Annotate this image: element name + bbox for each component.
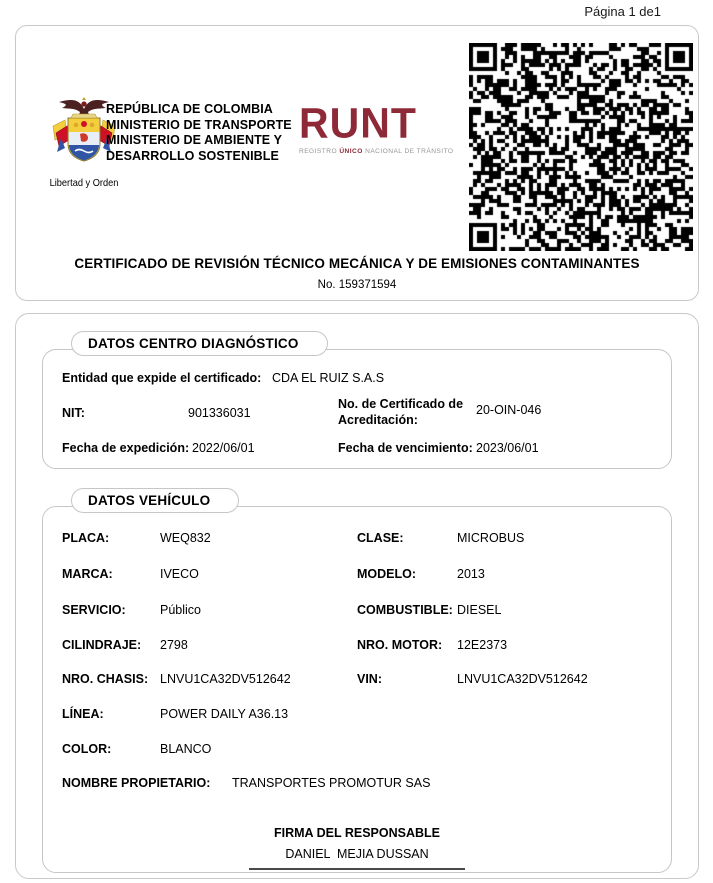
field-value: WEQ832 bbox=[160, 531, 211, 545]
field-label: CILINDRAJE: bbox=[62, 638, 142, 652]
field-value: LNVU1CA32DV512642 bbox=[457, 672, 588, 686]
field-label: CLASE: bbox=[357, 531, 404, 545]
runt-tagline bbox=[299, 148, 454, 155]
runt-logo bbox=[299, 98, 454, 155]
field-label: NIT: bbox=[62, 406, 85, 420]
document-title: CERTIFICADO DE REVISIÓN TÉCNICO MECÁNICA Y DE EMISIONES CONTAMINANTES bbox=[74, 256, 640, 271]
page-indicator: Página 1 de1 bbox=[584, 4, 661, 19]
field-value: 2022/06/01 bbox=[192, 441, 255, 455]
runt-wordmark: RUNT bbox=[299, 98, 417, 147]
signature-name: DANIEL MEJIA DUSSAN bbox=[249, 847, 464, 870]
runt-tagline-prefix: REGISTRO bbox=[299, 148, 340, 155]
certificate-number: No. 159371594 bbox=[317, 279, 397, 291]
header-box bbox=[15, 25, 699, 301]
field-value: CDA EL RUIZ S.A.S bbox=[272, 371, 385, 385]
field-label: NOMBRE PROPIETARIO: bbox=[62, 776, 211, 790]
qr-code bbox=[469, 43, 693, 251]
field-label: COLOR: bbox=[62, 742, 112, 756]
field-value: 2013 bbox=[457, 567, 485, 581]
field-label: Fecha de vencimiento: bbox=[338, 441, 473, 455]
ministry-line: MINISTERIO DE TRANSPORTE bbox=[106, 117, 292, 132]
section-vehicle bbox=[42, 493, 672, 873]
field-value: MICROBUS bbox=[457, 531, 525, 545]
field-label: No. de Certificado de Acreditación: bbox=[338, 397, 464, 427]
ministry-text-block bbox=[106, 102, 292, 164]
section-title-vehicle: DATOS VEHÍCULO bbox=[71, 488, 239, 513]
field-value: 901336031 bbox=[188, 406, 251, 420]
field-value: 2798 bbox=[160, 638, 188, 652]
field-value: BLANCO bbox=[160, 742, 212, 756]
signature-title: FIRMA DEL RESPONSABLE bbox=[274, 826, 440, 840]
ministry-line: REPÚBLICA DE COLOMBIA bbox=[106, 102, 273, 116]
field-label: MARCA: bbox=[62, 567, 113, 581]
runt-tagline-suffix: NACIONAL DE TRÁNSITO bbox=[362, 148, 454, 155]
field-value: LNVU1CA32DV512642 bbox=[160, 672, 291, 686]
certificate-body bbox=[15, 313, 699, 879]
runt-tagline-bold: ÚNICO bbox=[339, 148, 363, 155]
field-label: NRO. CHASIS: bbox=[62, 672, 149, 686]
field-label: PLACA: bbox=[62, 531, 110, 545]
field-label: NRO. MOTOR: bbox=[357, 638, 443, 652]
field-label: SERVICIO: bbox=[62, 603, 126, 617]
field-label: VIN: bbox=[357, 672, 382, 686]
field-label: Entidad que expide el certificado: bbox=[62, 371, 262, 385]
field-value: POWER DAILY A36.13 bbox=[160, 707, 289, 721]
field-value: Público bbox=[160, 603, 201, 617]
signature-block bbox=[43, 847, 671, 870]
ministry-line: MINISTERIO DE AMBIENTE Y bbox=[106, 133, 283, 147]
field-label: Fecha de expedición: bbox=[62, 441, 190, 455]
field-value: DIESEL bbox=[457, 603, 502, 617]
field-value: TRANSPORTES PROMOTUR SAS bbox=[232, 776, 431, 790]
field-label: LÍNEA: bbox=[62, 707, 104, 721]
field-value: 12E2373 bbox=[457, 638, 508, 652]
field-value: 2023/06/01 bbox=[476, 441, 539, 455]
field-value: 20-OIN-046 bbox=[476, 403, 542, 417]
ministry-line: DESARROLLO SOSTENIBLE bbox=[106, 148, 279, 163]
field-value: IVECO bbox=[160, 567, 199, 581]
section-title-diagnostic-center: DATOS CENTRO DIAGNÓSTICO bbox=[71, 331, 328, 356]
section-diagnostic-center bbox=[42, 336, 672, 469]
coat-of-arms-caption: Libertad y Orden bbox=[49, 177, 119, 189]
field-label: MODELO: bbox=[357, 567, 417, 581]
field-label: COMBUSTIBLE: bbox=[357, 603, 453, 617]
